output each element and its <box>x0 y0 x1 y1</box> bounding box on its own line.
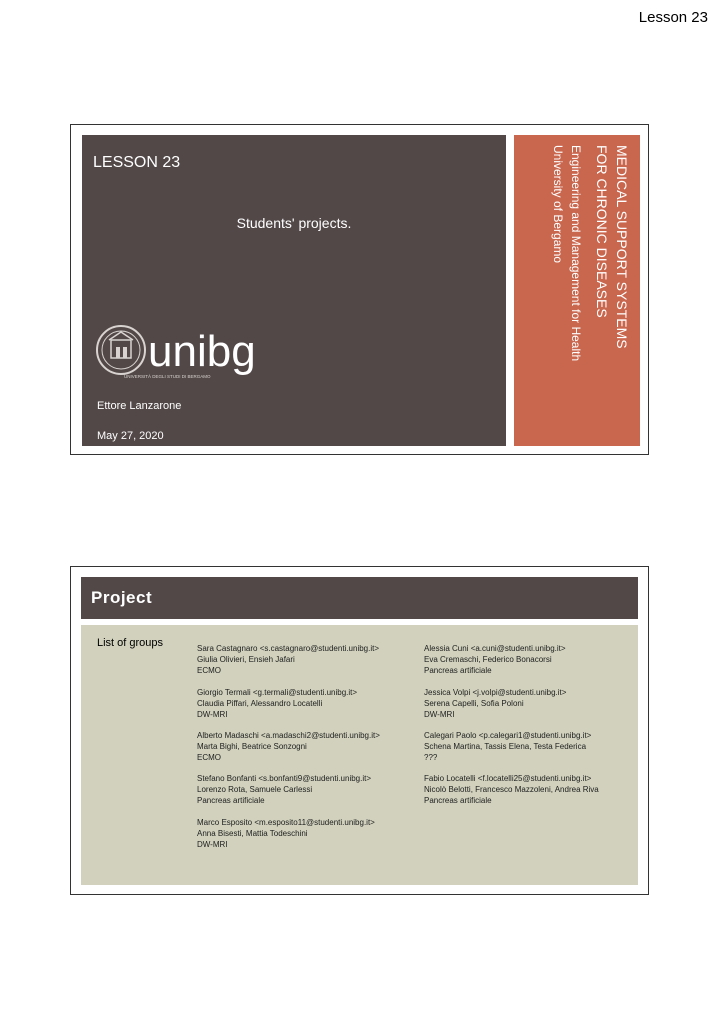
group-leader: Calegari Paolo <p.calegari1@studenti.unibg.it> <box>424 731 592 740</box>
group-topic: DW-MRI <box>197 710 228 719</box>
group-members: Eva Cremaschi, Federico Bonacorsi <box>424 655 552 664</box>
group-leader: Stefano Bonfanti <s.bonfanti9@studenti.unibg.it> <box>197 774 372 783</box>
group-leader: Giorgio Termali <g.termali@studenti.unibg.it> <box>197 688 358 697</box>
group-members: Giulia Olivieri, Ensieh Jafari <box>197 655 295 664</box>
presentation-date: May 27, 2020 <box>97 430 164 442</box>
course-title-band <box>514 135 640 446</box>
logo-wordmark: unibg <box>148 327 256 376</box>
course-title-line2: FOR CHRONIC DISEASES <box>594 145 610 318</box>
group-item <box>424 730 591 763</box>
group-members: Claudia Piffari, Alessandro Locatelli <box>197 699 323 708</box>
group-item <box>197 773 371 806</box>
page-header: Lesson 23 <box>638 9 708 26</box>
slide-title: Project <box>91 588 153 607</box>
unibg-logo <box>94 320 284 380</box>
group-members: Anna Bisesti, Mattia Todeschini <box>197 829 308 838</box>
title-panel <box>82 135 506 446</box>
group-members: Lorenzo Rota, Samuele Carlessi <box>197 785 313 794</box>
group-leader: Jessica Volpi <j.volpi@studenti.unibg.it> <box>424 688 567 697</box>
lesson-title: LESSON 23 <box>93 154 181 171</box>
group-item <box>424 687 566 720</box>
group-topic: ECMO <box>197 666 221 675</box>
title-slide <box>70 124 649 455</box>
group-item <box>197 817 375 850</box>
slide-header <box>81 577 638 619</box>
group-topic: DW-MRI <box>424 710 455 719</box>
group-leader: Alberto Madaschi <a.madaschi2@studenti.unibg.it> <box>197 731 380 740</box>
group-leader: Sara Castagnaro <s.castagnaro@studenti.unibg.it> <box>197 644 380 653</box>
group-topic: DW-MRI <box>197 840 228 849</box>
group-item <box>197 730 380 763</box>
group-item <box>197 687 357 720</box>
group-members: Marta Bighi, Beatrice Sonzogni <box>197 742 307 751</box>
group-members: Serena Capelli, Sofia Poloni <box>424 699 524 708</box>
program-line1: Engineering and Management for Health <box>569 145 583 362</box>
group-topic: Pancreas artificiale <box>424 666 492 675</box>
logo-caption: UNIVERSITÀ DEGLI STUDI DI BERGAMO <box>124 374 211 379</box>
course-title-line1: MEDICAL SUPPORT SYSTEMS <box>614 145 630 349</box>
group-members: Schena Martina, Tassis Elena, Testa Federica <box>424 742 587 751</box>
project-slide <box>70 566 649 895</box>
list-label: List of groups <box>97 637 164 649</box>
group-leader: Alessia Cuni <a.cuni@studenti.unibg.it> <box>424 644 566 653</box>
slide-body <box>81 625 638 885</box>
group-item <box>424 773 599 806</box>
group-leader: Marco Esposito <m.esposito11@studenti.unibg.it> <box>197 818 375 827</box>
group-topic: Pancreas artificiale <box>197 796 265 805</box>
group-topic: ??? <box>424 753 438 762</box>
group-item <box>424 643 566 676</box>
group-topic: ECMO <box>197 753 221 762</box>
program-line2: University of Bergamo <box>551 145 565 264</box>
group-leader: Fabio Locatelli <f.locatelli25@studenti.unibg.it> <box>424 774 592 783</box>
slide-subtitle: Students' projects. <box>236 215 352 231</box>
author-name: Ettore Lanzarone <box>97 400 182 412</box>
group-topic: Pancreas artificiale <box>424 796 492 805</box>
group-members: Nicolò Belotti, Francesco Mazzoleni, Andrea Riva <box>424 785 599 794</box>
group-item <box>197 643 379 676</box>
